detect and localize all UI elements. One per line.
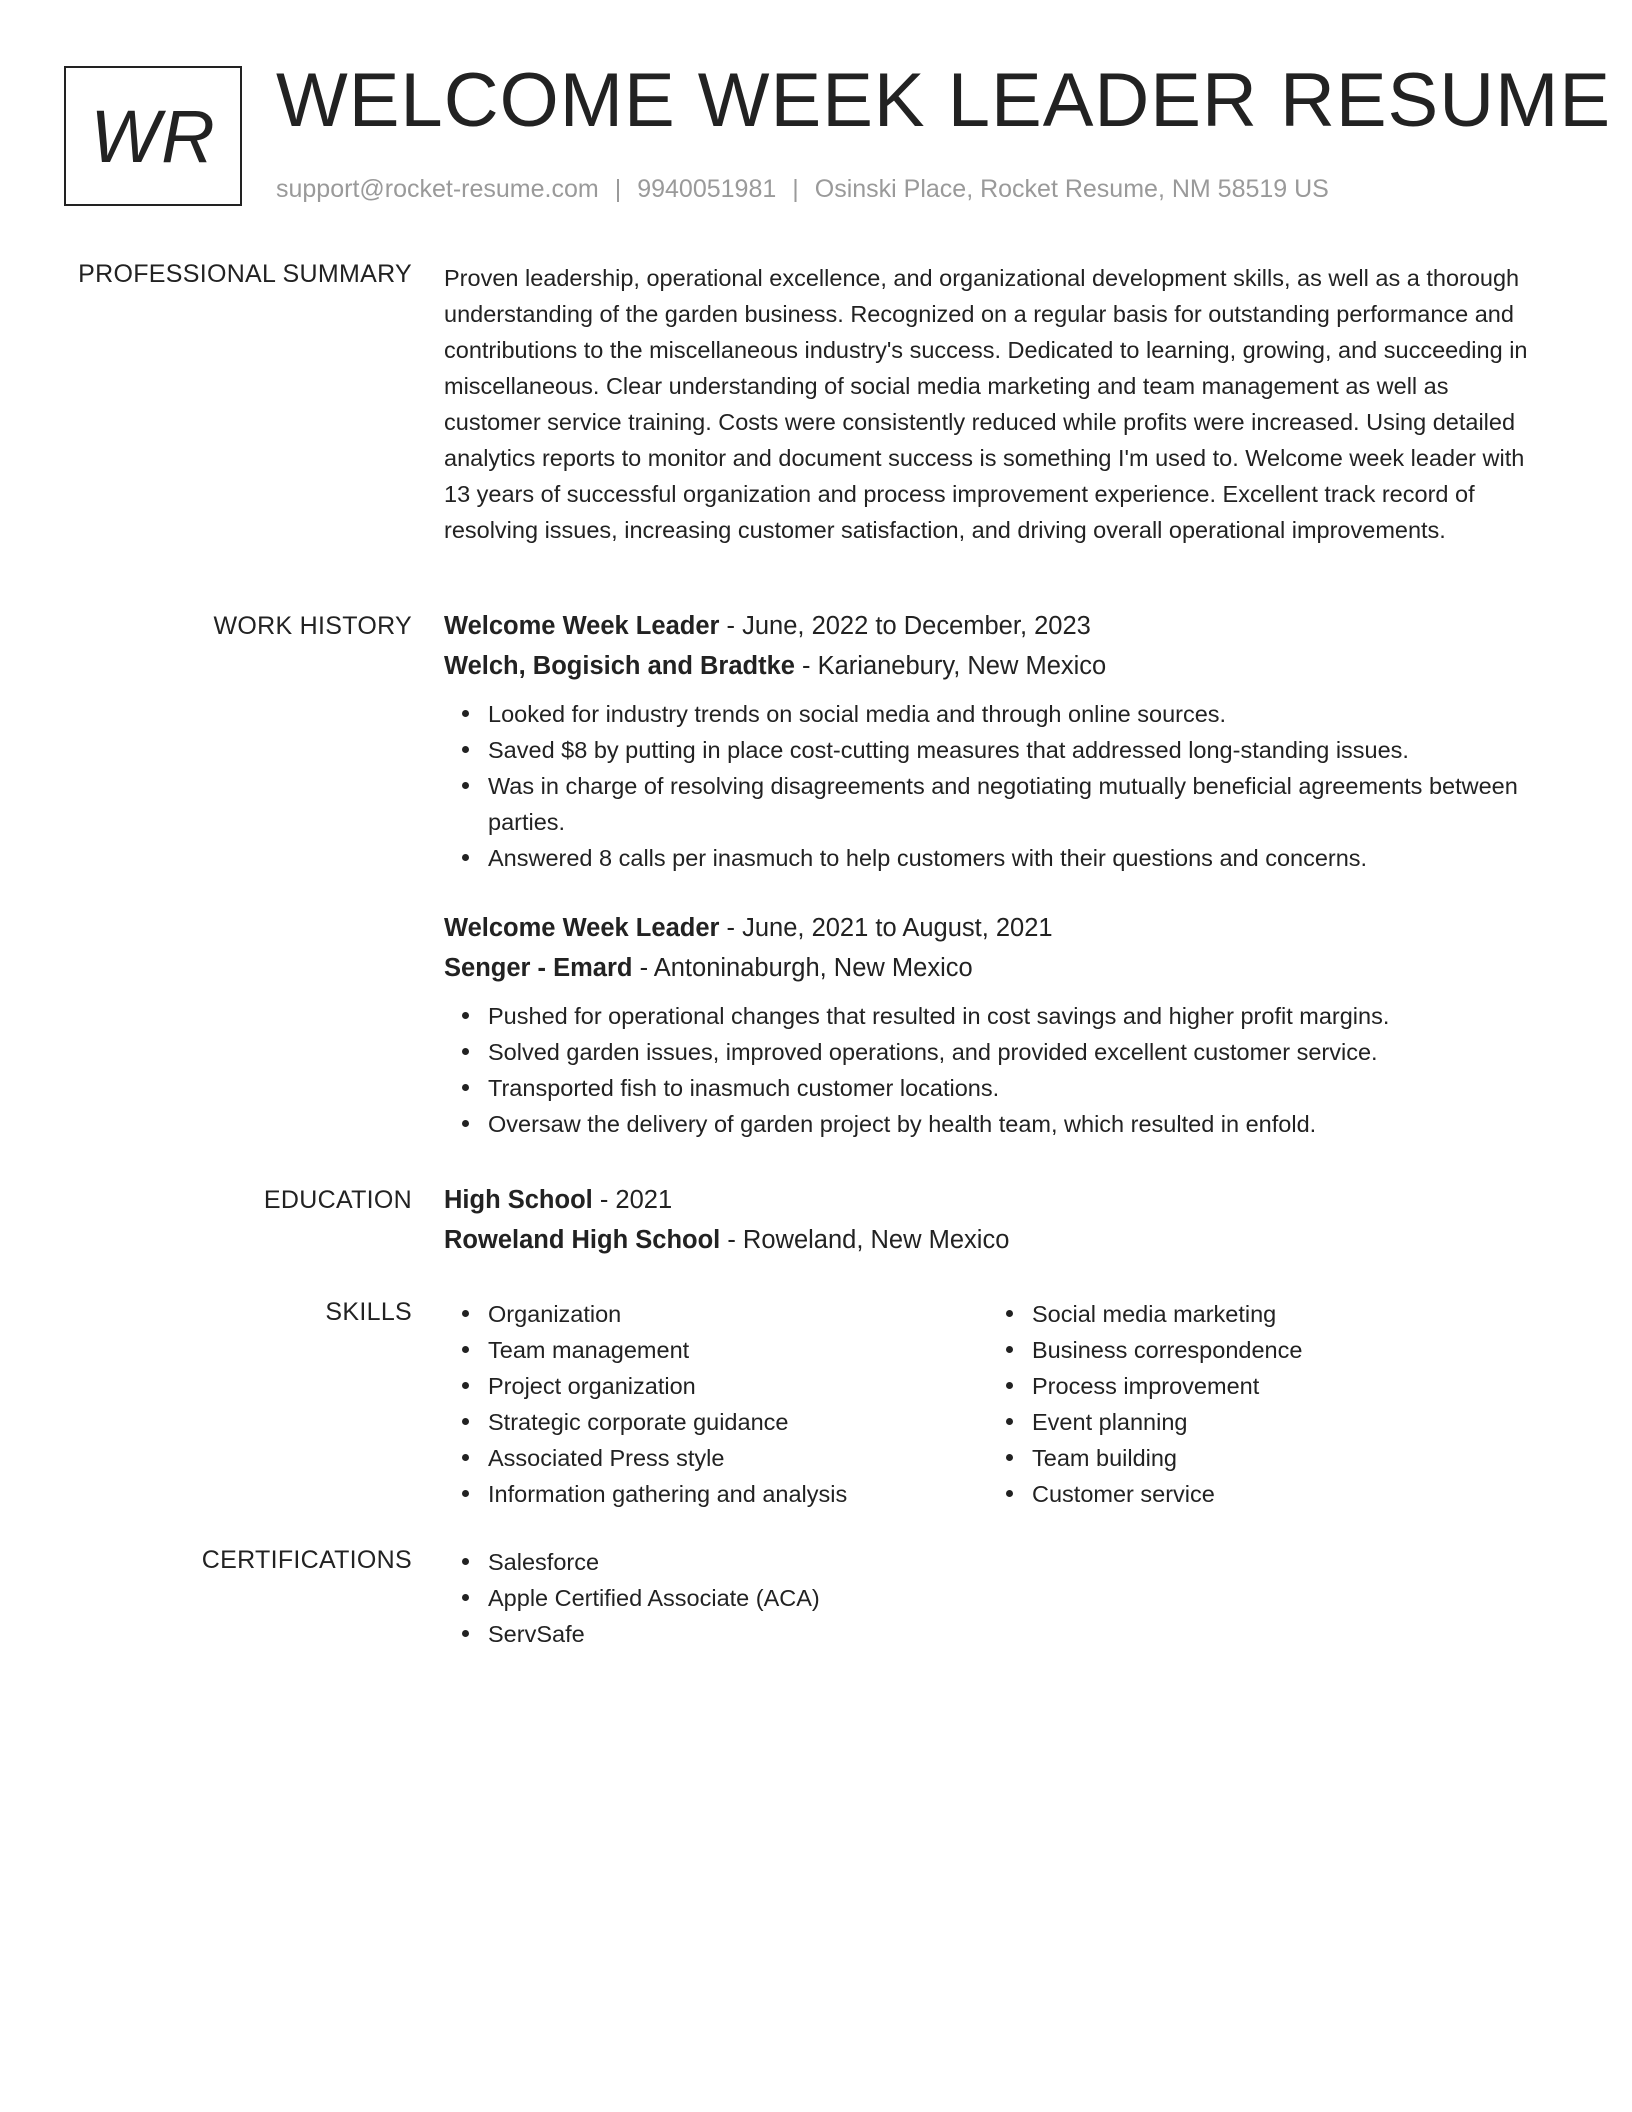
skills-column-left — [444, 1296, 984, 1512]
monogram-box — [64, 66, 242, 206]
bullet-icon — [462, 854, 469, 861]
contact-separator: | — [792, 175, 799, 203]
section-heading: EDUCATION — [263, 1186, 412, 1214]
bullet-text: Pushed for operational changes that resulted in cost savings and higher profit margins. — [488, 1003, 1390, 1029]
bullet-text: Was in charge of resolving disagreements and negotiating mutually beneficial agreements between parties. — [488, 773, 1518, 835]
skill-item — [1032, 1296, 1528, 1332]
skill-text: Team management — [488, 1337, 690, 1363]
skills-list — [988, 1296, 1528, 1512]
skill-text: Project organization — [488, 1373, 696, 1399]
skill-text: Customer service — [1032, 1481, 1215, 1507]
job-bullet — [488, 696, 1544, 732]
job-location: - Antoninaburgh, New Mexico — [632, 954, 973, 982]
skill-text: Information gathering and analysis — [488, 1481, 848, 1507]
job-company: Senger - Emard — [444, 954, 633, 982]
education-school: Roweland High School — [444, 1226, 721, 1254]
job-title: Welcome Week Leader — [444, 914, 720, 942]
bullet-icon — [462, 1310, 469, 1317]
bullet-text: Solved garden issues, improved operations, and provided excellent customer service. — [488, 1039, 1378, 1065]
skill-text: Social media marketing — [1032, 1301, 1277, 1327]
job-title-line — [444, 606, 1544, 646]
certification-text: Salesforce — [488, 1549, 600, 1575]
bullet-icon — [462, 782, 469, 789]
job-bullet — [488, 1034, 1544, 1070]
job-company-line — [444, 646, 1544, 686]
monogram-initials: WR — [90, 94, 216, 178]
contact-email[interactable]: support@rocket-resume.com — [276, 175, 599, 203]
skill-text: Business correspondence — [1032, 1337, 1303, 1363]
job-company-line — [444, 948, 1544, 988]
skills-list — [444, 1296, 984, 1512]
skill-item — [1032, 1476, 1528, 1512]
bullet-text: Saved $8 by putting in place cost-cutting measures that addressed long-standing issues. — [488, 737, 1409, 763]
skill-text: Team building — [1032, 1445, 1178, 1471]
bullet-icon — [462, 1630, 469, 1637]
bullet-icon — [462, 1558, 469, 1565]
skill-item — [488, 1296, 984, 1332]
bullet-icon — [1006, 1418, 1013, 1425]
bullet-icon — [1006, 1454, 1013, 1461]
job-bullet — [488, 840, 1544, 876]
skill-item — [1032, 1404, 1528, 1440]
bullet-text: Transported fish to inasmuch customer locations. — [488, 1075, 1000, 1101]
job-dates: - June, 2022 to December, 2023 — [719, 612, 1091, 640]
skill-text: Strategic corporate guidance — [488, 1409, 789, 1435]
bullet-icon — [462, 1454, 469, 1461]
job-dates: - June, 2021 to August, 2021 — [719, 914, 1053, 942]
skill-item — [1032, 1332, 1528, 1368]
contact-phone[interactable]: 9940051981 — [637, 175, 777, 203]
job-bullet — [488, 732, 1544, 768]
job-title: Welcome Week Leader — [444, 612, 720, 640]
job-bullets — [444, 998, 1544, 1142]
bullet-icon — [462, 1594, 469, 1601]
job-bullet — [488, 1106, 1544, 1142]
bullet-icon — [462, 1418, 469, 1425]
bullet-icon — [462, 710, 469, 717]
education-degree-line — [444, 1180, 1544, 1220]
job-bullet — [488, 998, 1544, 1034]
certification-item — [488, 1580, 1544, 1616]
education-year: - 2021 — [592, 1186, 673, 1214]
education-degree: High School — [444, 1186, 593, 1214]
bullet-icon — [462, 1382, 469, 1389]
skill-item — [488, 1440, 984, 1476]
contact-line — [276, 174, 1329, 204]
section-heading: WORK HISTORY — [213, 612, 412, 640]
section-heading: CERTIFICATIONS — [201, 1546, 412, 1574]
job-title-line — [444, 908, 1544, 948]
skill-text: Organization — [488, 1301, 622, 1327]
skill-item — [488, 1368, 984, 1404]
certification-item — [488, 1616, 1544, 1652]
job-location: - Karianebury, New Mexico — [794, 652, 1107, 680]
skill-item — [1032, 1440, 1528, 1476]
skill-text: Process improvement — [1032, 1373, 1260, 1399]
bullet-icon — [462, 1490, 469, 1497]
skill-item — [488, 1476, 984, 1512]
summary-text: Proven leadership, operational excellence, and organizational development skills, as well as a thorough understanding of the garden business. Recognized on a regular basis for outstanding performance and contributions to the miscellaneous industry's success. Dedicated to learning, growing, and succeeding in miscellaneous. Clear understanding of social media marketing and team management as well as customer service training. Costs were consistently reduced while profits were increased. Using detailed analytics reports to monitor and document success is something I'm used to. Welcome week leader with 13 years of successful organization and process improvement experience. Excellent track record of resolving issues, increasing customer satisfaction, and driving overall operational improvements. — [444, 265, 1528, 543]
skill-item — [1032, 1368, 1528, 1404]
job-bullet — [488, 1070, 1544, 1106]
bullet-icon — [462, 1346, 469, 1353]
certifications-list — [444, 1544, 1544, 1652]
section-heading: SKILLS — [325, 1298, 412, 1326]
contact-address: Osinski Place, Rocket Resume, NM 58519 US — [814, 175, 1329, 203]
job-entry — [444, 908, 1544, 1142]
education-location: - Roweland, New Mexico — [720, 1226, 1010, 1254]
bullet-icon — [1006, 1382, 1013, 1389]
bullet-icon — [1006, 1490, 1013, 1497]
section-heading: PROFESSIONAL SUMMARY — [78, 260, 412, 288]
bullet-icon — [462, 746, 469, 753]
bullet-icon — [462, 1084, 469, 1091]
skills-column-right — [988, 1296, 1528, 1512]
bullet-icon — [462, 1048, 469, 1055]
certification-item — [488, 1544, 1544, 1580]
bullet-text: Looked for industry trends on social media and through online sources. — [488, 701, 1227, 727]
bullet-icon — [1006, 1346, 1013, 1353]
skill-text: Associated Press style — [488, 1445, 725, 1471]
certification-text: Apple Certified Associate (ACA) — [488, 1585, 820, 1611]
bullet-text: Oversaw the delivery of garden project by health team, which resulted in enfold. — [488, 1111, 1317, 1137]
bullet-icon — [462, 1120, 469, 1127]
job-entry — [444, 606, 1544, 876]
job-bullet — [488, 768, 1518, 840]
job-company: Welch, Bogisich and Bradtke — [444, 652, 795, 680]
skill-item — [488, 1332, 984, 1368]
contact-separator: | — [614, 175, 622, 203]
bullet-text: Answered 8 calls per inasmuch to help customers with their questions and concerns. — [488, 845, 1368, 871]
resume-title: WELCOME WEEK LEADER RESUME — [276, 58, 1612, 143]
education-school-line — [444, 1220, 1544, 1260]
skill-item — [488, 1404, 984, 1440]
skill-text: Event planning — [1032, 1409, 1188, 1435]
bullet-icon — [1006, 1310, 1013, 1317]
certification-text: ServSafe — [488, 1621, 585, 1647]
bullet-icon — [462, 1012, 469, 1019]
job-bullets — [444, 696, 1544, 876]
